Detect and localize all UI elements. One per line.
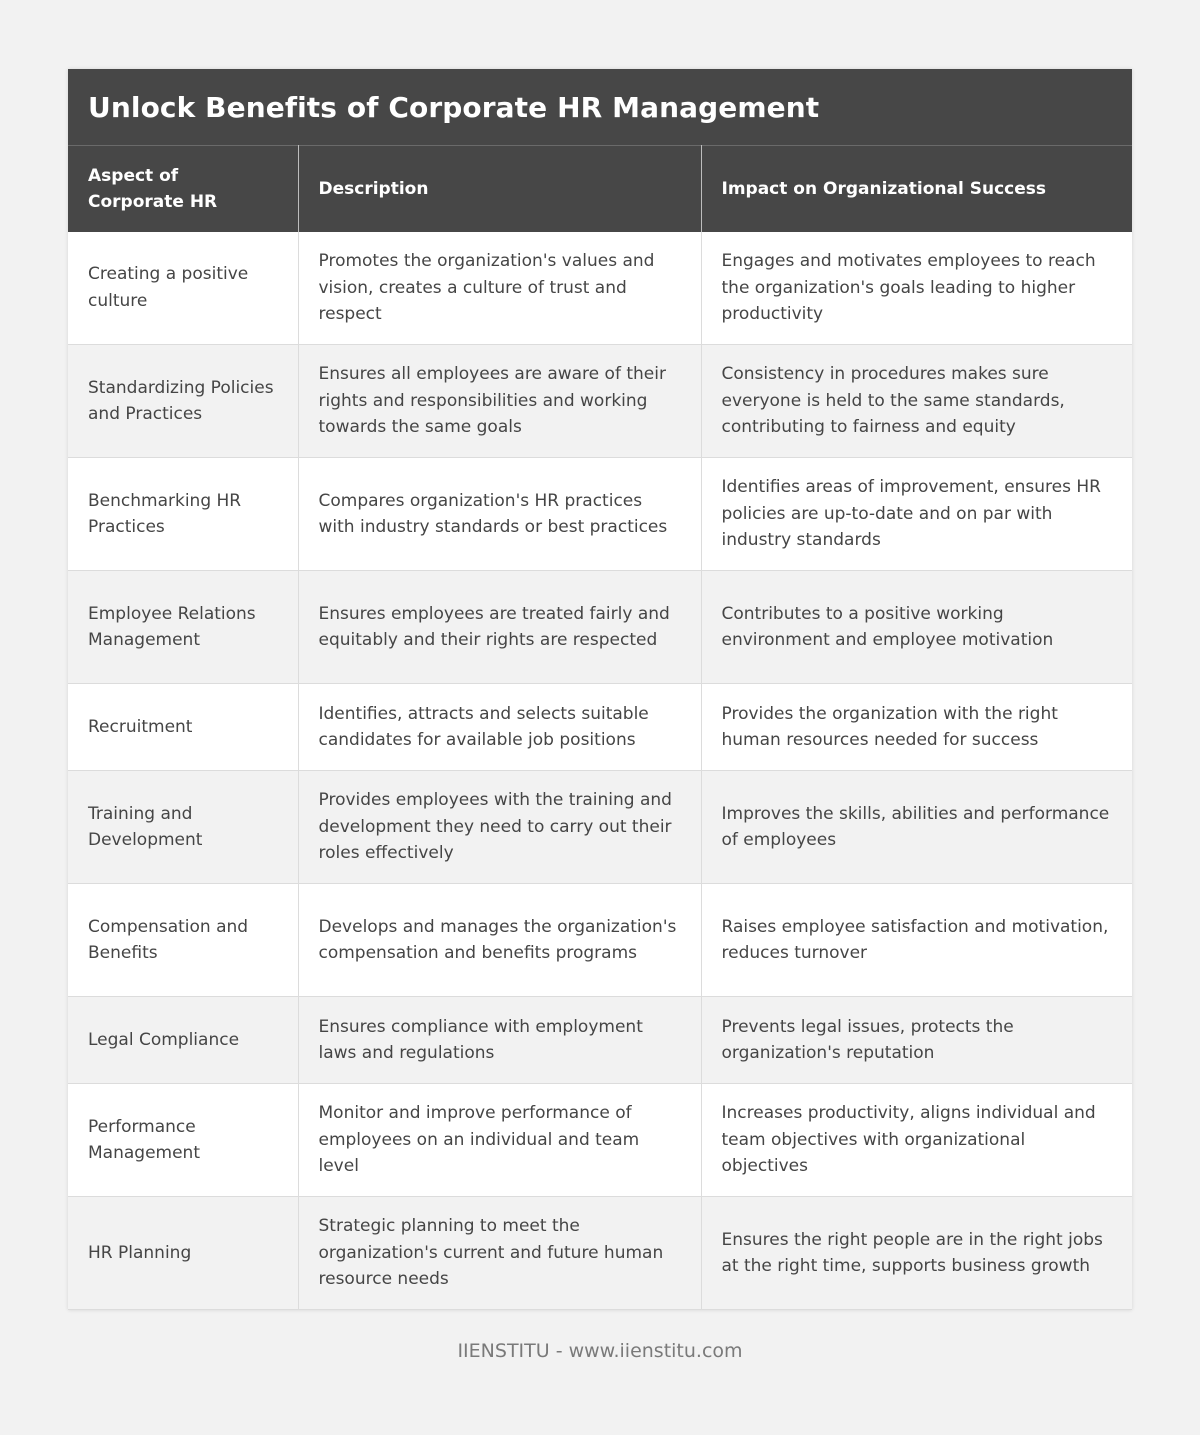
table-row — [68, 884, 1132, 997]
cell-aspect: HR Planning — [68, 1197, 298, 1310]
table-title: Unlock Benefits of Corporate HR Management — [88, 90, 820, 124]
column-header-aspect: Aspect of Corporate HR — [68, 146, 298, 232]
cell-description: Strategic planning to meet the organization's current and future human resource needs — [298, 1197, 701, 1310]
column-header-description: Description — [298, 146, 701, 232]
cell-impact: Contributes to a positive working environment and employee motivation — [701, 571, 1132, 684]
cell-description: Identifies, attracts and selects suitable candidates for available job positions — [298, 684, 701, 771]
cell-aspect: Standardizing Policies and Practices — [68, 345, 298, 458]
column-header-impact: Impact on Organizational Success — [701, 146, 1132, 232]
cell-aspect: Compensation and Benefits — [68, 884, 298, 997]
cell-description: Promotes the organization's values and vision, creates a culture of trust and respect — [298, 232, 701, 345]
cell-impact: Prevents legal issues, protects the organization's reputation — [701, 997, 1132, 1084]
table-row — [68, 1197, 1132, 1310]
hr-benefits-table — [68, 145, 1132, 1310]
footer-credit: IIENSTITU - www.iienstitu.com — [457, 1340, 743, 1362]
table-row — [68, 458, 1132, 571]
cell-aspect: Performance Management — [68, 1084, 298, 1197]
cell-description: Ensures employees are treated fairly and equitably and their rights are respected — [298, 571, 701, 684]
cell-description: Ensures all employees are aware of their rights and responsibilities and working towards the same goals — [298, 345, 701, 458]
hr-benefits-table-card — [68, 69, 1132, 1310]
cell-aspect: Benchmarking HR Practices — [68, 458, 298, 571]
cell-impact: Consistency in procedures makes sure everyone is held to the same standards, contributing to fairness and equity — [701, 345, 1132, 458]
cell-description: Develops and manages the organization's compensation and benefits programs — [298, 884, 701, 997]
cell-impact: Increases productivity, aligns individual and team objectives with organizational objectives — [701, 1084, 1132, 1197]
table-row — [68, 684, 1132, 771]
cell-description: Provides employees with the training and development they need to carry out their roles effectively — [298, 771, 701, 884]
table-row — [68, 771, 1132, 884]
cell-aspect: Employee Relations Management — [68, 571, 298, 684]
table-row — [68, 232, 1132, 345]
table-row — [68, 345, 1132, 458]
cell-aspect: Legal Compliance — [68, 997, 298, 1084]
cell-aspect: Training and Development — [68, 771, 298, 884]
table-header-row — [68, 146, 1132, 232]
cell-impact: Improves the skills, abilities and performance of employees — [701, 771, 1132, 884]
cell-aspect: Recruitment — [68, 684, 298, 771]
cell-impact: Identifies areas of improvement, ensures HR policies are up-to-date and on par with industry standards — [701, 458, 1132, 571]
cell-impact: Ensures the right people are in the right jobs at the right time, supports business growth — [701, 1197, 1132, 1310]
table-title-bar — [68, 69, 1132, 145]
cell-description: Ensures compliance with employment laws and regulations — [298, 997, 701, 1084]
cell-description: Monitor and improve performance of employees on an individual and team level — [298, 1084, 701, 1197]
cell-impact: Engages and motivates employees to reach the organization's goals leading to higher productivity — [701, 232, 1132, 345]
cell-description: Compares organization's HR practices with industry standards or best practices — [298, 458, 701, 571]
table-row — [68, 571, 1132, 684]
table-row — [68, 1084, 1132, 1197]
cell-impact: Raises employee satisfaction and motivation, reduces turnover — [701, 884, 1132, 997]
table-row — [68, 997, 1132, 1084]
cell-impact: Provides the organization with the right human resources needed for success — [701, 684, 1132, 771]
cell-aspect: Creating a positive culture — [68, 232, 298, 345]
